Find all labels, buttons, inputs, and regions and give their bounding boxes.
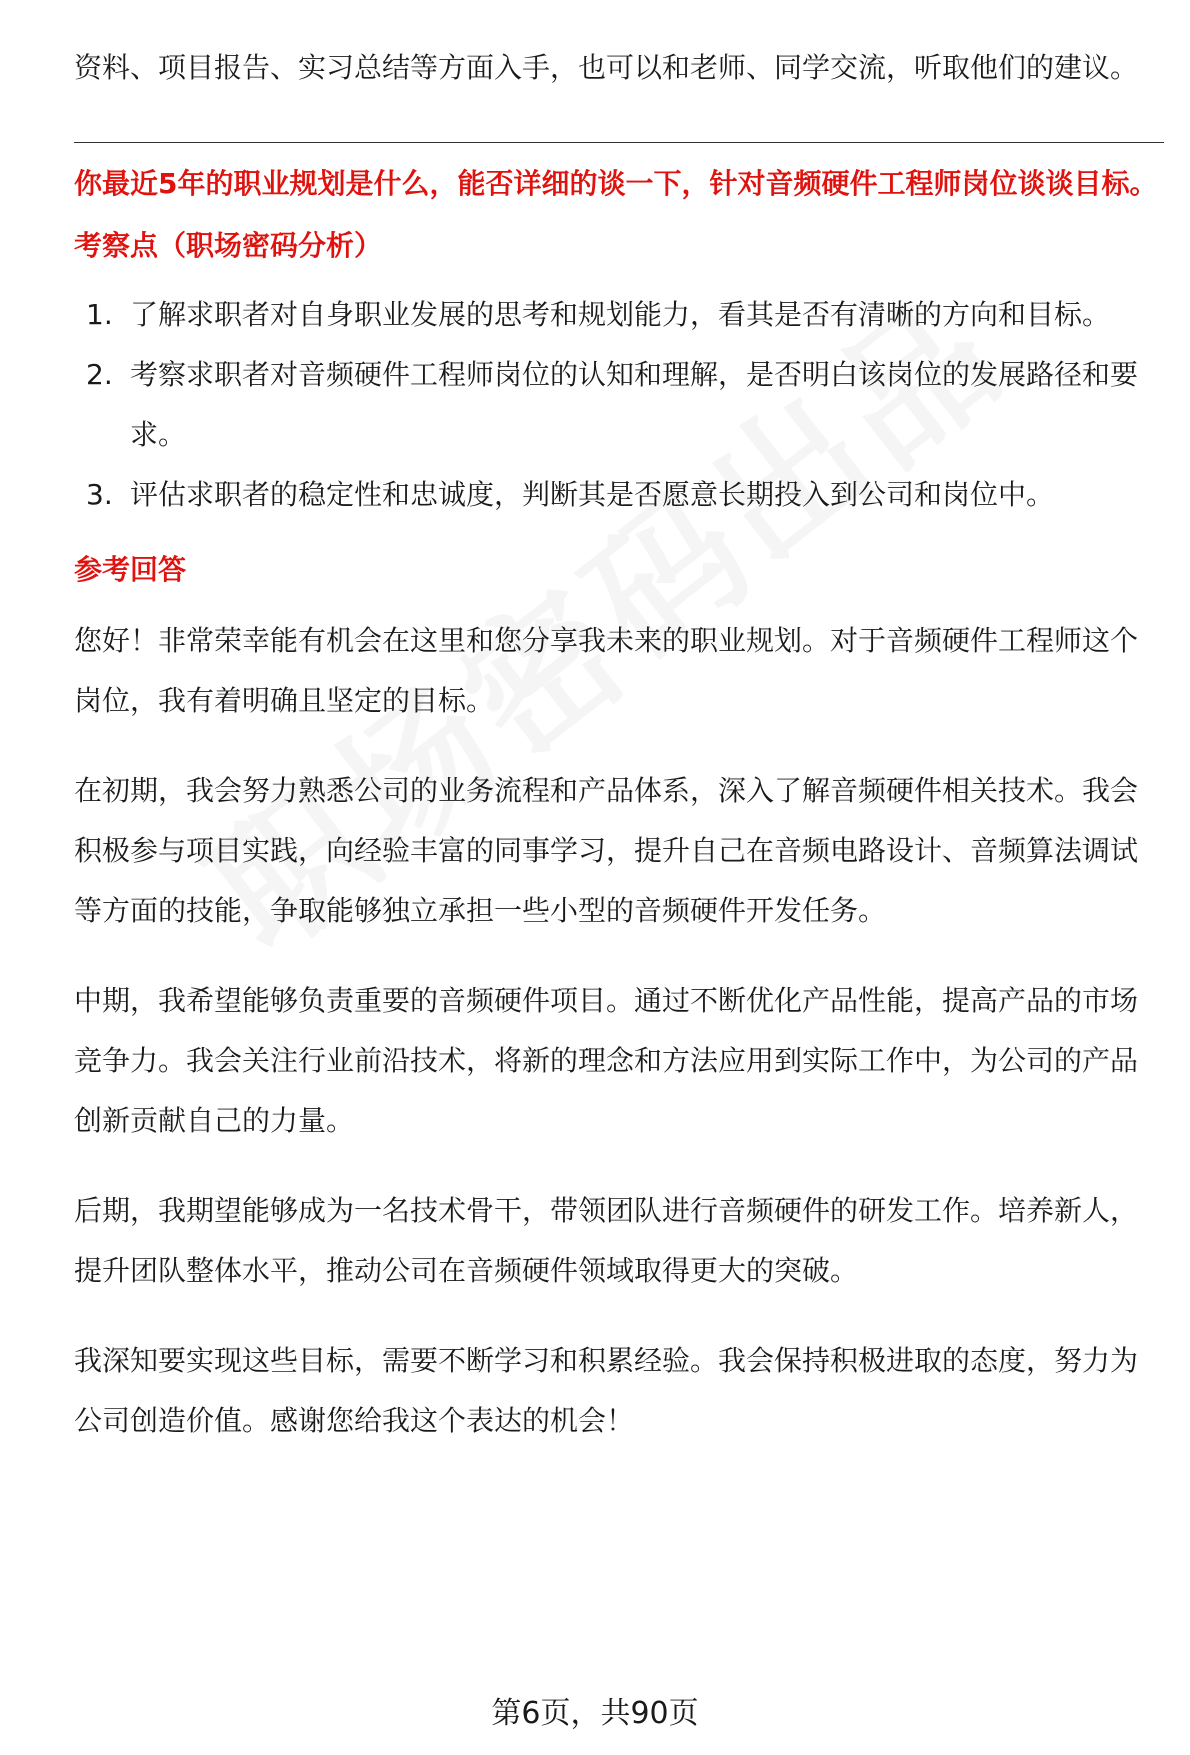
list-item-number: 2. (86, 358, 113, 391)
list-item (74, 345, 1164, 465)
list-item (74, 285, 1164, 345)
answer-paragraph: 在初期，我会努力熟悉公司的业务流程和产品体系，深入了解音频硬件相关技术。我会积极参与项目实践，向经验丰富的同事学习，提升自己在音频电路设计、音频算法调试等方面的技能，争取能够独立承担一些小型的音频硬件开发任务。 (74, 774, 1139, 927)
answer-paragraph: 中期，我希望能够负责重要的音频硬件项目。通过不断优化产品性能，提高产品的市场竞争力。我会关注行业前沿技术，将新的理念和方法应用到实际工作中，为公司的产品创新贡献自己的力量。 (74, 984, 1139, 1137)
answer-paragraph: 后期，我期望能够成为一名技术骨干，带领团队进行音频硬件的研发工作。培养新人，提升团队整体水平，推动公司在音频硬件领域取得更大的突破。 (74, 1194, 1139, 1287)
answer-heading: 参考回答 (74, 553, 187, 586)
intro-paragraph: 资料、项目报告、实习总结等方面入手，也可以和老师、同学交流，听取他们的建议。 (74, 51, 1139, 84)
page-content (74, 38, 1164, 1451)
list-item-text: 评估求职者的稳定性和忠诚度，判断其是否愿意长期投入到公司和岗位中。 (130, 478, 1055, 511)
page-footer: 第6页，共90页 (491, 1696, 699, 1731)
analysis-heading: 考察点（职场密码分析） (74, 229, 383, 262)
answer-paragraph: 我深知要实现这些目标，需要不断学习和积累经验。我会保持积极进取的态度，努力为公司创造价值。感谢您给我这个表达的机会！ (74, 1344, 1139, 1437)
list-item-text: 考察求职者对音频硬件工程师岗位的认知和理解，是否明白该岗位的发展路径和要求。 (130, 358, 1139, 451)
list-item-number: 1. (86, 298, 113, 331)
answer-paragraph: 您好！非常荣幸能有机会在这里和您分享我未来的职业规划。对于音频硬件工程师这个岗位，我有着明确且坚定的目标。 (74, 624, 1139, 717)
list-item-number: 3. (86, 478, 113, 511)
section-divider (74, 142, 1164, 143)
list-item-text: 了解求职者对自身职业发展的思考和规划能力，看其是否有清晰的方向和目标。 (130, 298, 1111, 331)
question-heading: 你最近5年的职业规划是什么，能否详细的谈一下，针对音频硬件工程师岗位谈谈目标。 (74, 167, 1158, 200)
list-item (74, 465, 1164, 525)
analysis-points-list (74, 285, 1164, 525)
